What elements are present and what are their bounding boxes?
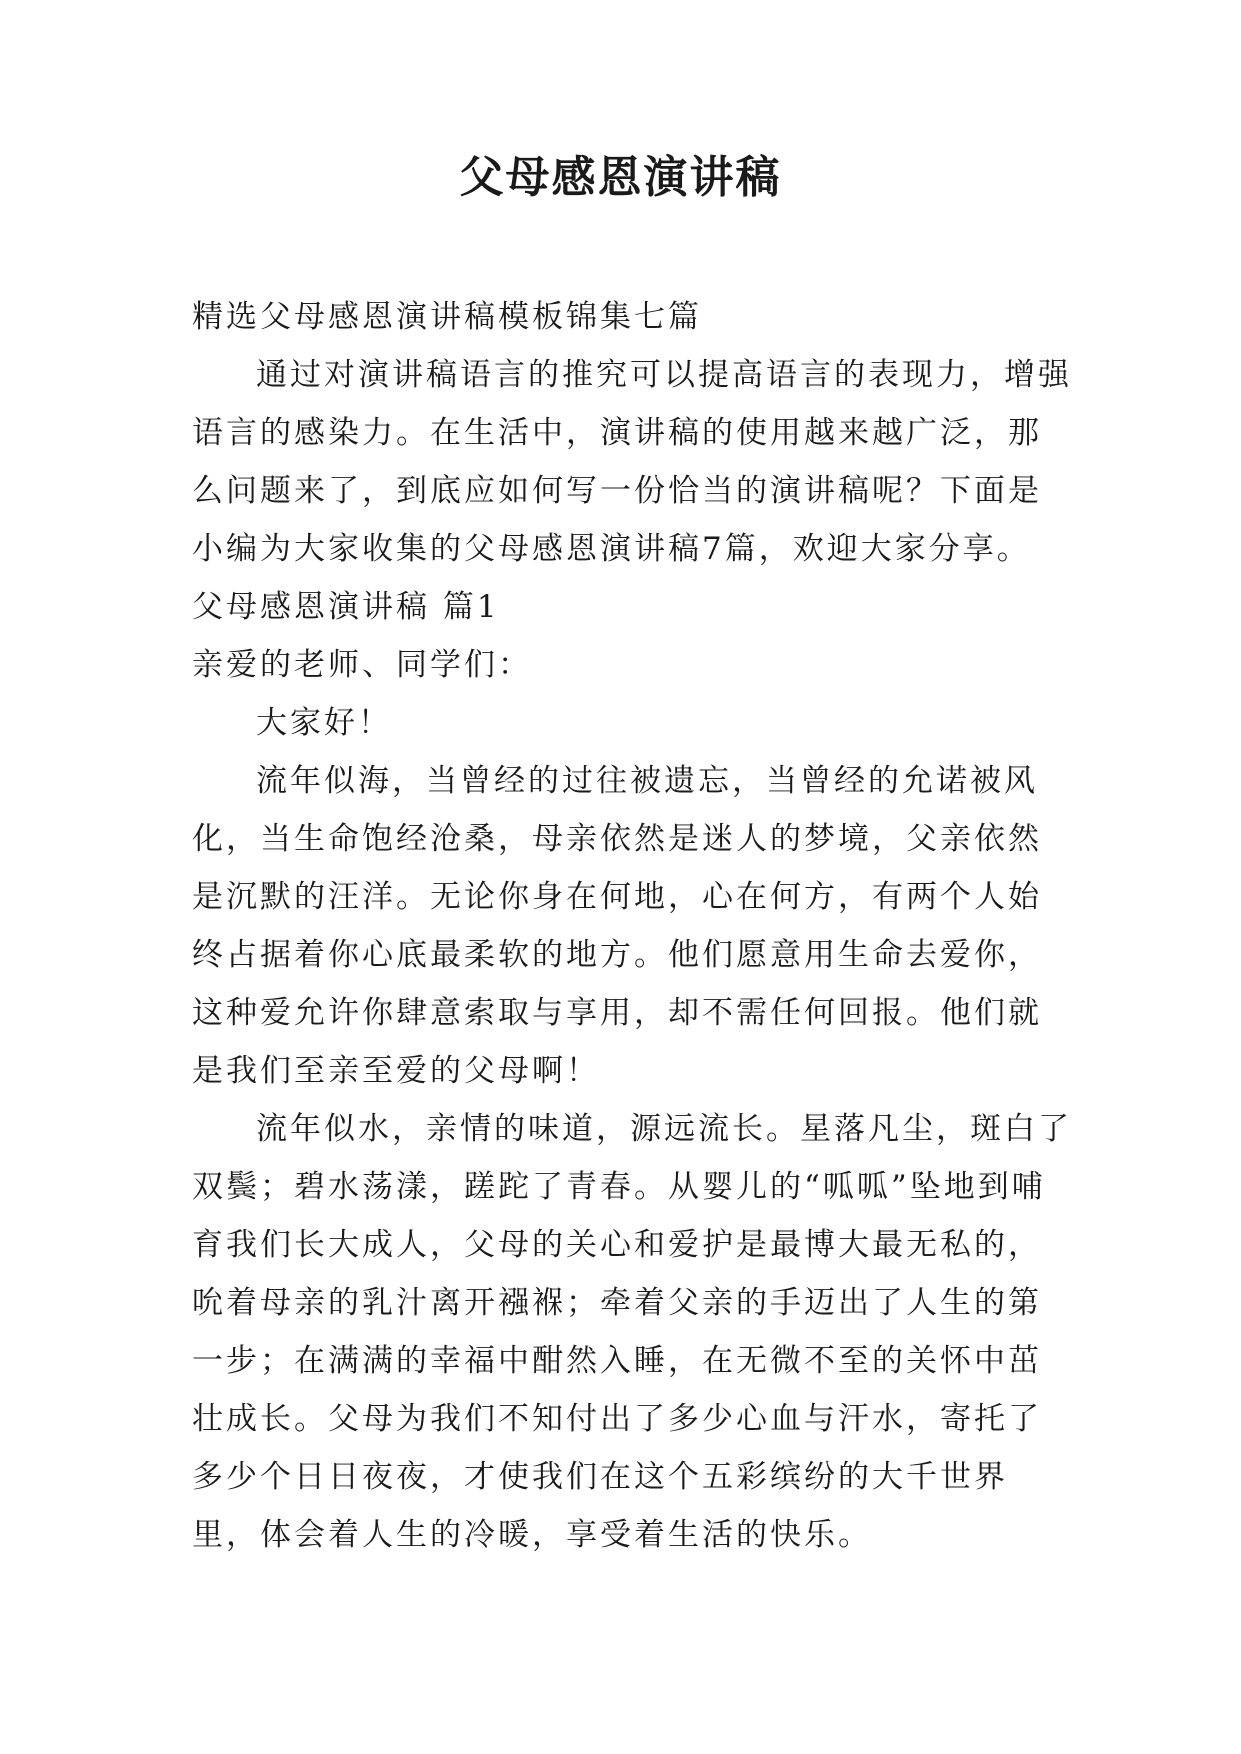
body-paragraph: 流年似海，当曾经的过往被遗忘，当曾经的允诺被风化，当生命饱经沧桑，母亲依然是迷人的梦境，父亲依然是沉默的汪洋。无论你身在何地，心在何方，有两个人始终占据着你心底最柔软的地方。他们愿意用生命去爱你，这种爱允许你肆意索取与享用，却不需任何回报。他们就是我们至亲至爱的父母啊！	[192, 763, 1042, 1089]
salutation: 亲爱的老师、同学们：	[192, 647, 532, 683]
document-body	[192, 288, 1072, 1564]
document-title: 父母感恩演讲稿	[459, 152, 782, 203]
section-heading: 父母感恩演讲稿 篇1	[192, 589, 500, 625]
body-paragraph: 流年似水，亲情的味道，源远流长。星落凡尘，斑白了双鬓；碧水荡漾，蹉跎了青春。从婴儿的“呱呱”坠地到哺育我们长大成人，父母的关心和爱护是最博大最无私的，吮着母亲的乳汁离开襁褓；牵着父亲的手迈出了人生的第一步；在满满的幸福中酣然入睡，在无微不至的关怀中茁壮成长。父母为我们不知付出了多少心血与汗水，寄托了多少个日日夜夜，才使我们在这个五彩缤纷的大千世界里，体会着人生的冷暖，享受着生活的快乐。	[192, 1111, 1072, 1553]
greeting: 大家好！	[256, 705, 392, 741]
intro-paragraph: 通过对演讲稿语言的推究可以提高语言的表现力，增强语言的感染力。在生活中，演讲稿的使用越来越广泛，那么问题来了，到底应如何写一份恰当的演讲稿呢？下面是小编为大家收集的父母感恩演讲稿7篇，欢迎大家分享。	[192, 357, 1072, 567]
document-subtitle: 精选父母感恩演讲稿模板锦集七篇	[192, 299, 702, 335]
